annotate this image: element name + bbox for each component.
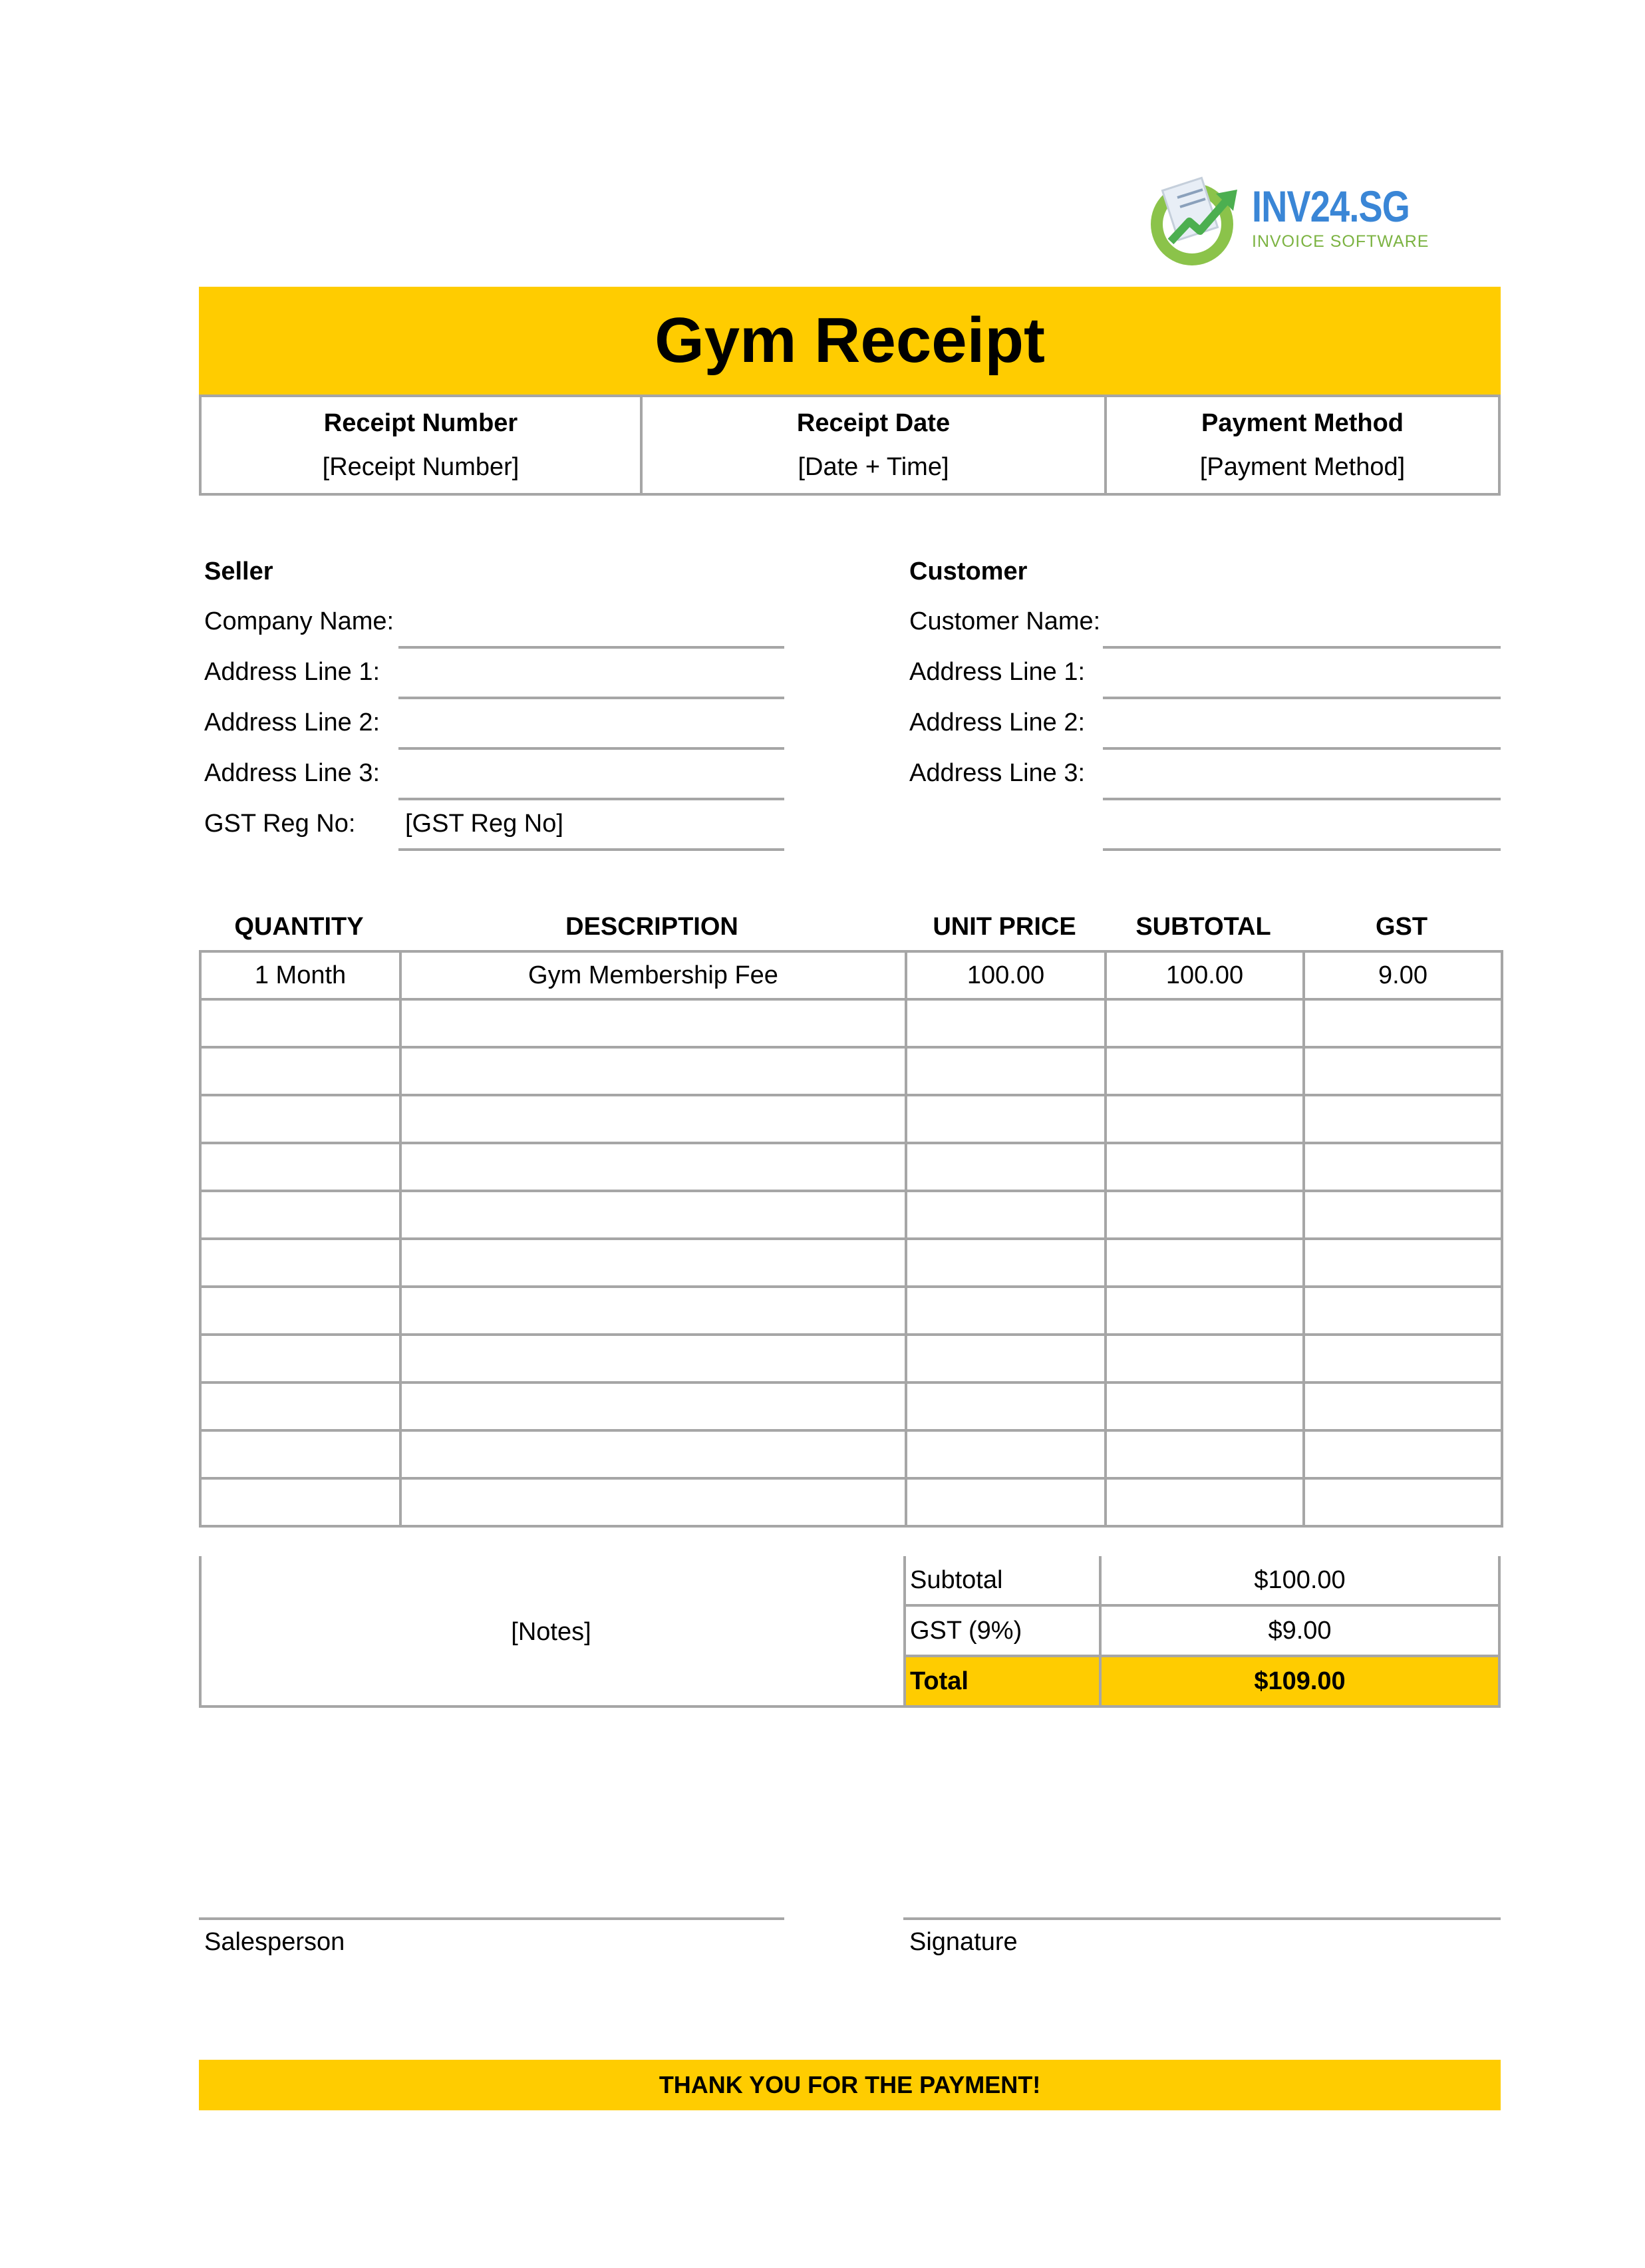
- cell-quantity[interactable]: [200, 1430, 400, 1478]
- cell-description[interactable]: [400, 1095, 906, 1143]
- receipt-number-cell: [202, 397, 643, 493]
- cell-description[interactable]: [400, 999, 906, 1047]
- logo-name: INV24.SG: [1252, 182, 1410, 231]
- cell-description[interactable]: [400, 1047, 906, 1095]
- table-row: [200, 1143, 1502, 1191]
- cell-gst[interactable]: [1304, 1143, 1502, 1191]
- seller-address3-label: Address Line 3:: [204, 759, 380, 787]
- customer-address3-label: Address Line 3:: [909, 759, 1086, 787]
- cell-unit-price[interactable]: [906, 1239, 1106, 1287]
- cell-quantity[interactable]: [200, 1478, 400, 1526]
- seller-address3-field[interactable]: [398, 798, 784, 800]
- seller-company-field[interactable]: [398, 646, 784, 649]
- cell-description[interactable]: Gym Membership Fee: [400, 951, 906, 999]
- cell-quantity[interactable]: [200, 1239, 400, 1287]
- cell-unit-price[interactable]: 100.00: [906, 951, 1106, 999]
- cell-unit-price[interactable]: [906, 1335, 1106, 1382]
- customer-extra-field[interactable]: [1103, 848, 1501, 851]
- customer-title: Customer: [909, 558, 1028, 585]
- seller-address2-label: Address Line 2:: [204, 709, 380, 736]
- cell-subtotal[interactable]: [1106, 1382, 1304, 1430]
- salesperson-label: Salesperson: [204, 1928, 345, 1956]
- gst-value: $9.00: [1102, 1607, 1501, 1655]
- payment-method-value[interactable]: [Payment Method]: [1199, 452, 1406, 481]
- items-table: [199, 950, 1503, 1528]
- cell-quantity[interactable]: [200, 1335, 400, 1382]
- table-row: [200, 1382, 1502, 1430]
- cell-quantity[interactable]: [200, 1143, 400, 1191]
- cell-subtotal[interactable]: [1106, 1239, 1304, 1287]
- cell-description[interactable]: [400, 1191, 906, 1239]
- cell-subtotal[interactable]: [1106, 1478, 1304, 1526]
- cell-description[interactable]: [400, 1382, 906, 1430]
- payment-method-label: Payment Method: [1201, 408, 1404, 437]
- cell-gst[interactable]: [1304, 1191, 1502, 1239]
- salesperson-line[interactable]: [199, 1917, 784, 1920]
- cell-subtotal[interactable]: [1106, 1287, 1304, 1335]
- cell-description[interactable]: [400, 1478, 906, 1526]
- cell-description[interactable]: [400, 1143, 906, 1191]
- footer-banner: [199, 2060, 1501, 2110]
- seller-title: Seller: [204, 558, 273, 585]
- cell-quantity[interactable]: [200, 1191, 400, 1239]
- cell-quantity[interactable]: [200, 1287, 400, 1335]
- cell-subtotal[interactable]: [1106, 1430, 1304, 1478]
- logo-chart-icon: [1144, 170, 1244, 269]
- cell-gst[interactable]: [1304, 1430, 1502, 1478]
- total-label: Total: [903, 1657, 1102, 1705]
- cell-subtotal[interactable]: [1106, 1095, 1304, 1143]
- table-row: [200, 1239, 1502, 1287]
- cell-unit-price[interactable]: [906, 1430, 1106, 1478]
- cell-gst[interactable]: [1304, 1239, 1502, 1287]
- receipt-info-table: [199, 395, 1501, 496]
- cell-unit-price[interactable]: [906, 1047, 1106, 1095]
- table-row: [200, 1478, 1502, 1526]
- table-row: [200, 1095, 1502, 1143]
- cell-subtotal[interactable]: [1106, 1143, 1304, 1191]
- cell-gst[interactable]: [1304, 1335, 1502, 1382]
- customer-address2-field[interactable]: [1103, 747, 1501, 750]
- cell-description[interactable]: [400, 1287, 906, 1335]
- cell-description[interactable]: [400, 1430, 906, 1478]
- cell-unit-price[interactable]: [906, 1191, 1106, 1239]
- cell-subtotal[interactable]: [1106, 1191, 1304, 1239]
- col-subtotal-header: SUBTOTAL: [1135, 913, 1271, 941]
- payment-method-cell: [1107, 397, 1498, 493]
- seller-company-label: Company Name:: [204, 607, 394, 635]
- cell-unit-price[interactable]: [906, 1478, 1106, 1526]
- cell-unit-price[interactable]: [906, 1287, 1106, 1335]
- customer-address1-field[interactable]: [1103, 697, 1501, 699]
- cell-subtotal[interactable]: [1106, 1047, 1304, 1095]
- seller-address2-field[interactable]: [398, 747, 784, 750]
- receipt-number-value[interactable]: [Receipt Number]: [322, 452, 520, 481]
- notes-text: [Notes]: [511, 1617, 591, 1646]
- table-row: [200, 1047, 1502, 1095]
- table-row: [200, 951, 1502, 999]
- cell-unit-price[interactable]: [906, 1382, 1106, 1430]
- receipt-number-label: Receipt Number: [323, 408, 518, 437]
- table-row: [200, 1191, 1502, 1239]
- cell-gst[interactable]: [1304, 1382, 1502, 1430]
- page-title: Gym Receipt: [655, 305, 1045, 376]
- col-description-header: DESCRIPTION: [565, 913, 738, 941]
- cell-gst[interactable]: [1304, 1095, 1502, 1143]
- cell-unit-price[interactable]: [906, 999, 1106, 1047]
- cell-gst[interactable]: [1304, 999, 1502, 1047]
- cell-description[interactable]: [400, 1239, 906, 1287]
- cell-gst[interactable]: [1304, 1047, 1502, 1095]
- seller-address1-label: Address Line 1:: [204, 658, 380, 686]
- notes-area[interactable]: [199, 1556, 903, 1708]
- col-unit-price-header: UNIT PRICE: [933, 913, 1076, 941]
- seller-gst-field[interactable]: [398, 848, 784, 851]
- seller-gst-label: GST Reg No:: [204, 810, 356, 838]
- cell-gst[interactable]: [1304, 1478, 1502, 1526]
- table-row: [200, 1287, 1502, 1335]
- customer-name-field[interactable]: [1103, 646, 1501, 649]
- subtotal-row: [903, 1556, 1501, 1607]
- customer-address3-field[interactable]: [1103, 798, 1501, 800]
- receipt-date-value[interactable]: [Date + Time]: [798, 452, 949, 481]
- cell-unit-price[interactable]: [906, 1143, 1106, 1191]
- cell-gst[interactable]: 9.00: [1304, 951, 1502, 999]
- total-row: [903, 1657, 1501, 1705]
- cell-subtotal[interactable]: [1106, 1335, 1304, 1382]
- title-banner: [199, 287, 1501, 395]
- gst-row: [903, 1607, 1501, 1657]
- cell-quantity[interactable]: [200, 1047, 400, 1095]
- cell-quantity[interactable]: [200, 999, 400, 1047]
- customer-name-label: Customer Name:: [909, 607, 1101, 635]
- seller-gst-value[interactable]: [GST Reg No]: [405, 810, 563, 838]
- cell-unit-price[interactable]: [906, 1095, 1106, 1143]
- gst-label: GST (9%): [903, 1607, 1102, 1655]
- subtotal-value: $100.00: [1102, 1556, 1501, 1604]
- signature-label: Signature: [909, 1928, 1018, 1956]
- footer-text: THANK YOU FOR THE PAYMENT!: [659, 2071, 1041, 2098]
- customer-address1-label: Address Line 1:: [909, 658, 1086, 686]
- company-logo: [1144, 170, 1443, 269]
- cell-subtotal[interactable]: 100.00: [1106, 951, 1304, 999]
- logo-tagline: INVOICE SOFTWARE: [1252, 232, 1429, 251]
- cell-quantity[interactable]: [200, 1095, 400, 1143]
- cell-quantity[interactable]: [200, 1382, 400, 1430]
- cell-description[interactable]: [400, 1335, 906, 1382]
- col-gst-header: GST: [1375, 913, 1428, 941]
- col-quantity-header: QUANTITY: [234, 913, 364, 941]
- receipt-date-label: Receipt Date: [796, 408, 951, 437]
- signature-line[interactable]: [903, 1917, 1501, 1920]
- cell-quantity[interactable]: 1 Month: [200, 951, 400, 999]
- cell-gst[interactable]: [1304, 1287, 1502, 1335]
- customer-address2-label: Address Line 2:: [909, 709, 1086, 736]
- seller-address1-field[interactable]: [398, 697, 784, 699]
- table-row: [200, 1430, 1502, 1478]
- subtotal-label: Subtotal: [903, 1556, 1102, 1604]
- total-value: $109.00: [1102, 1657, 1501, 1705]
- table-row: [200, 999, 1502, 1047]
- table-row: [200, 1335, 1502, 1382]
- receipt-date-cell: [643, 397, 1107, 493]
- cell-subtotal[interactable]: [1106, 999, 1304, 1047]
